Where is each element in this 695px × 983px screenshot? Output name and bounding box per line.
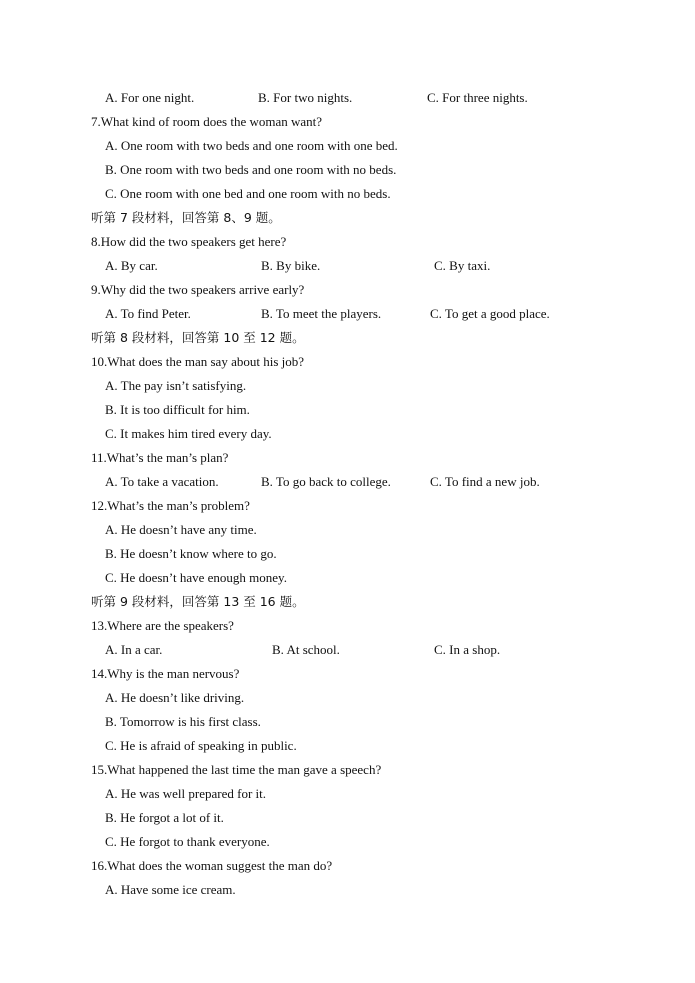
- option-b: B. To go back to college.: [261, 474, 391, 489]
- option-c: C. By taxi.: [434, 258, 491, 273]
- option-c: C. To get a good place.: [430, 306, 550, 321]
- question-text: 15.What happened the last time the man gave a speech?: [91, 762, 382, 777]
- option-text: B. He forgot a lot of it.: [105, 810, 224, 825]
- question-text: 7.What kind of room does the woman want?: [91, 114, 323, 129]
- option-text: A. The pay isn’t satisfying.: [105, 378, 247, 393]
- option-text: C. He forgot to thank everyone.: [105, 834, 270, 849]
- option-a: A. For one night.: [105, 90, 195, 105]
- option-row: [0, 254, 695, 278]
- option-text: A. One room with two beds and one room with one bed.: [105, 138, 398, 153]
- option-text: C. One room with one bed and one room with no beds.: [105, 186, 391, 201]
- option-c: C. To find a new job.: [430, 474, 540, 489]
- option-a: A. By car.: [105, 258, 158, 273]
- option-text: B. He doesn’t know where to go.: [105, 546, 277, 561]
- option-text: B. It is too difficult for him.: [105, 402, 250, 417]
- option-b: B. By bike.: [261, 258, 321, 273]
- option-b: B. For two nights.: [258, 90, 353, 105]
- option-row: [0, 470, 695, 494]
- section-heading: 听第 8 段材料，回答第 10 至 12 题。: [91, 330, 305, 345]
- question-text: 8.How did the two speakers get here?: [91, 234, 287, 249]
- question-text: 11.What’s the man’s plan?: [91, 450, 229, 465]
- option-b: B. To meet the players.: [261, 306, 382, 321]
- option-text: B. One room with two beds and one room with no beds.: [105, 162, 397, 177]
- option-text: A. He doesn’t have any time.: [105, 522, 257, 537]
- option-a: A. In a car.: [105, 642, 163, 657]
- option-a: A. To find Peter.: [105, 306, 191, 321]
- option-a: A. To take a vacation.: [105, 474, 219, 489]
- question-text: 14.Why is the man nervous?: [91, 666, 240, 681]
- option-text: A. He doesn’t like driving.: [105, 690, 245, 705]
- question-text: 10.What does the man say about his job?: [91, 354, 305, 369]
- option-row: [0, 638, 695, 662]
- option-text: A. He was well prepared for it.: [105, 786, 266, 801]
- section-heading: 听第 9 段材料，回答第 13 至 16 题。: [91, 594, 305, 609]
- option-text: C. He is afraid of speaking in public.: [105, 738, 297, 753]
- option-text: A. Have some ice cream.: [105, 882, 236, 897]
- option-row: [0, 302, 695, 326]
- option-row: [0, 86, 695, 110]
- question-text: 12.What’s the man’s problem?: [91, 498, 250, 513]
- option-text: B. Tomorrow is his first class.: [105, 714, 261, 729]
- option-c: C. For three nights.: [427, 90, 528, 105]
- option-text: C. He doesn’t have enough money.: [105, 570, 287, 585]
- question-text: 13.Where are the speakers?: [91, 618, 234, 633]
- option-c: C. In a shop.: [434, 642, 501, 657]
- question-text: 9.Why did the two speakers arrive early?: [91, 282, 305, 297]
- section-heading: 听第 7 段材料，回答第 8、9 题。: [91, 210, 281, 225]
- option-b: B. At school.: [272, 642, 340, 657]
- option-text: C. It makes him tired every day.: [105, 426, 272, 441]
- question-text: 16.What does the woman suggest the man do?: [91, 858, 333, 873]
